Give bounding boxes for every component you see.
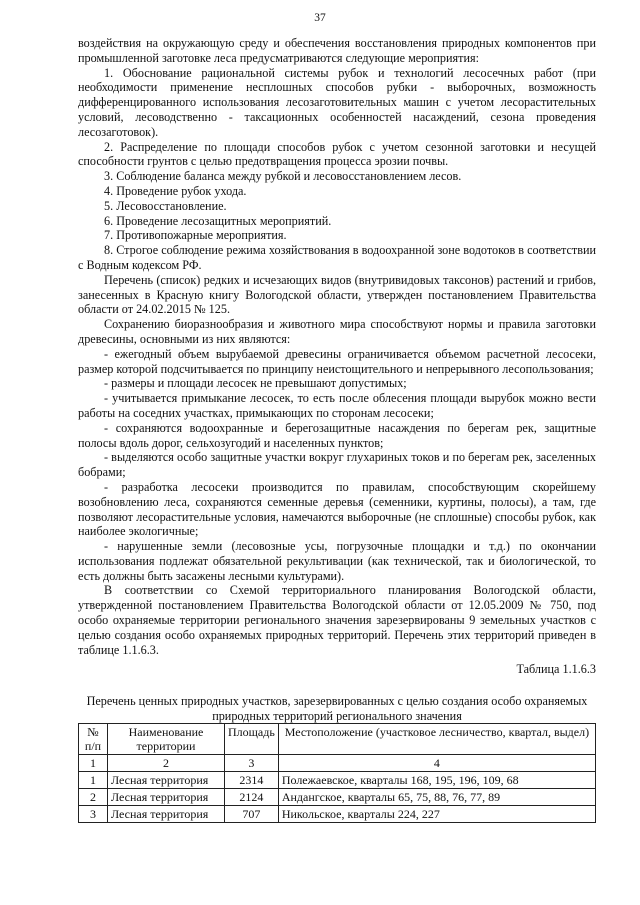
page-number: 37 <box>314 12 326 24</box>
paragraph: 4. Проведение рубок ухода. <box>104 183 247 198</box>
header-location: Местоположение (участковое лесничество, квартал, выдел) <box>278 724 595 755</box>
row-number: 2 <box>79 789 108 806</box>
header-area: Площадь <box>225 724 279 755</box>
table-row <box>79 806 596 823</box>
paragraph: - ежегодный объем вырубаемой древесины ограничивается объемом расчетной лесосеки, размер которой подсчитывается по принципу неистощительного и непрерывного лесопользования; <box>78 346 596 376</box>
table-row <box>79 772 596 789</box>
paragraph: 7. Противопожарные мероприятия. <box>104 228 287 243</box>
header-number: № п/п <box>79 724 108 755</box>
table-caption: Перечень ценных природных участков, зарезервированных с целью создания особо охраняемых природных территорий регионального значения <box>86 694 588 723</box>
paragraph: В соответствии со Схемой территориального планирования Вологодской области, утвержденной постановлением Правительства Вологодской области от 12.05.2009 № 750, под особо охраняемые территории регионального значения зарезервированы 9 земельных участков с целью создания особо охраняемых природных территорий. Перечень этих территорий приведен в таблице 1.1.6.3. <box>78 583 596 657</box>
row-name: Лесная территория <box>108 806 225 823</box>
table-numbering-row <box>79 755 596 772</box>
row-name: Лесная территория <box>108 789 225 806</box>
numbering-cell: 1 <box>79 755 108 772</box>
numbering-cell: 3 <box>225 755 279 772</box>
row-area: 707 <box>225 806 279 823</box>
row-location: Полежаевское, кварталы 168, 195, 196, 109, 68 <box>278 772 595 789</box>
reserved-territories-table <box>78 723 596 823</box>
document-body <box>78 36 596 823</box>
row-name: Лесная территория <box>108 772 225 789</box>
paragraph: - выделяются особо защитные участки вокруг глухариных токов и по берегам рек, заселенных бобрами; <box>78 450 596 480</box>
row-location: Андангское, кварталы 65, 75, 88, 76, 77, 89 <box>278 789 595 806</box>
paragraph: Перечень (список) редких и исчезающих видов (внутривидовых таксонов) растений и грибов, занесенных в Красную книгу Вологодской области, утвержден постановлением Правительства области от 24.02.2015 № 125. <box>78 272 596 317</box>
numbering-cell: 4 <box>278 755 595 772</box>
row-location: Никольское, кварталы 224, 227 <box>278 806 595 823</box>
row-area: 2314 <box>225 772 279 789</box>
paragraph: 8. Строгое соблюдение режима хозяйствования в водоохранной зоне водотоков в соответствии с Водным кодексом РФ. <box>78 243 596 272</box>
paragraph: 6. Проведение лесозащитных мероприятий. <box>104 213 332 228</box>
paragraph: воздействия на окружающую среду и обеспечения восстановления природных компонентов при промышленной заготовке леса предусматриваются следующие мероприятия: <box>78 36 596 65</box>
paragraph: - размеры и площади лесосек не превышают допустимых; <box>104 376 407 391</box>
paragraph: 5. Лесовосстановление. <box>104 198 227 213</box>
paragraph: 1. Обоснование рациональной системы рубок и технологий лесосечных работ (при необходимости применение несплошных способов рубки - выборочных, возможность дифференцированного использования лесозаготовительных машин с учетом лесорастительных условий, лесоводственно - таксационных особенностей насаждений, сезона проведения лесозаготовок). <box>78 65 596 139</box>
header-name: Наименование территории <box>108 724 225 755</box>
row-number: 1 <box>79 772 108 789</box>
paragraph: - разработка лесосеки производится по правилам, способствующим скорейшему возобновлению леса, сохраняются семенные деревья (семенники, куртины, полосы), а там, где позволяют лесорастительные условия, намечаются выборочные (не сплошные) способы рубок, как наиболее экологичные; <box>78 479 596 539</box>
paragraph: 2. Распределение по площади способов рубок с учетом сезонной заготовки и несущей способности грунтов с целью предотвращения процесса эрозии почвы. <box>78 139 596 169</box>
paragraph: 3. Соблюдение баланса между рубкой и лесовосстановлением лесов. <box>104 169 462 184</box>
paragraph: - сохраняются водоохранные и берегозащитные насаждения по берегам рек, защитные полосы вдоль дорог, сельхозугодий и населенных пунктов; <box>78 420 596 450</box>
table-header-row <box>79 724 596 755</box>
paragraph: Сохранению биоразнообразия и животного мира способствуют нормы и правила заготовки древесины, основными из них являются: <box>78 317 596 346</box>
table-row <box>79 789 596 806</box>
paragraph: - нарушенные земли (лесовозные усы, погрузочные площадки и т.д.) по окончании использования подлежат обязательной рекультивации (как технической, так и биологической, то есть должны быть засажены лесными культурами). <box>78 539 596 583</box>
numbering-cell: 2 <box>108 755 225 772</box>
row-area: 2124 <box>225 789 279 806</box>
row-number: 3 <box>79 806 108 823</box>
paragraph: - учитывается примыкание лесосек, то есть после облесения площади вырубок можно вести работы на соседних участках, примыкающих по сторонам лесосеки; <box>78 391 596 420</box>
table-label: Таблица 1.1.6.3 <box>516 662 596 677</box>
